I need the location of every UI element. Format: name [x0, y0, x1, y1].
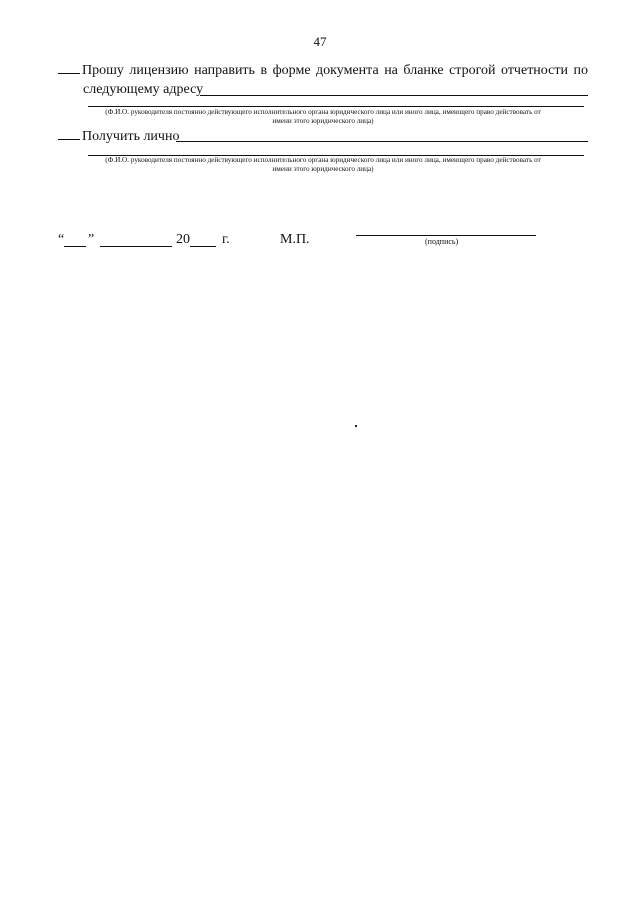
month-field[interactable]: [100, 246, 172, 247]
stamp-place: М.П.: [280, 232, 310, 247]
caption-2: [58, 156, 588, 174]
receive-in-person-line: [58, 128, 179, 145]
name-field-1[interactable]: [88, 106, 584, 107]
license-request-line2: следующему адресу: [83, 82, 204, 97]
receive-in-person-text: Получить лично: [82, 129, 180, 144]
signature-field[interactable]: [356, 235, 536, 236]
checkbox-blank-1[interactable]: [58, 62, 80, 74]
caption-2-line2: имени этого юридического лица): [272, 165, 374, 173]
signature-caption: (подпись): [425, 237, 459, 246]
address-field[interactable]: [200, 95, 588, 96]
date-close-quote: ”: [88, 232, 95, 247]
year-field[interactable]: [190, 246, 216, 247]
day-field[interactable]: [64, 246, 86, 247]
year-suffix: г.: [222, 232, 230, 247]
page-number: 47: [313, 34, 327, 49]
receive-in-person-field[interactable]: [176, 141, 588, 142]
scan-speck: [355, 425, 357, 427]
license-request-text: Прошу лицензию направить в форме документа на бланке строгой отчетности по: [82, 63, 588, 78]
date-open-quote: “: [58, 232, 65, 247]
license-request-line1: [58, 62, 588, 79]
caption-1: [58, 108, 588, 126]
caption-1-line1: (Ф.И.О. руководителя постоянно действующего исполнительного органа юридического лица или иного лица, имеющего право действовать от: [105, 108, 541, 116]
checkbox-blank-2[interactable]: [58, 128, 80, 140]
caption-1-line2: имени этого юридического лица): [272, 117, 374, 125]
caption-2-line1: (Ф.И.О. руководителя постоянно действующего исполнительного органа юридического лица или иного лица, имеющего право действовать от: [105, 156, 541, 164]
year-prefix: 20: [176, 232, 190, 247]
